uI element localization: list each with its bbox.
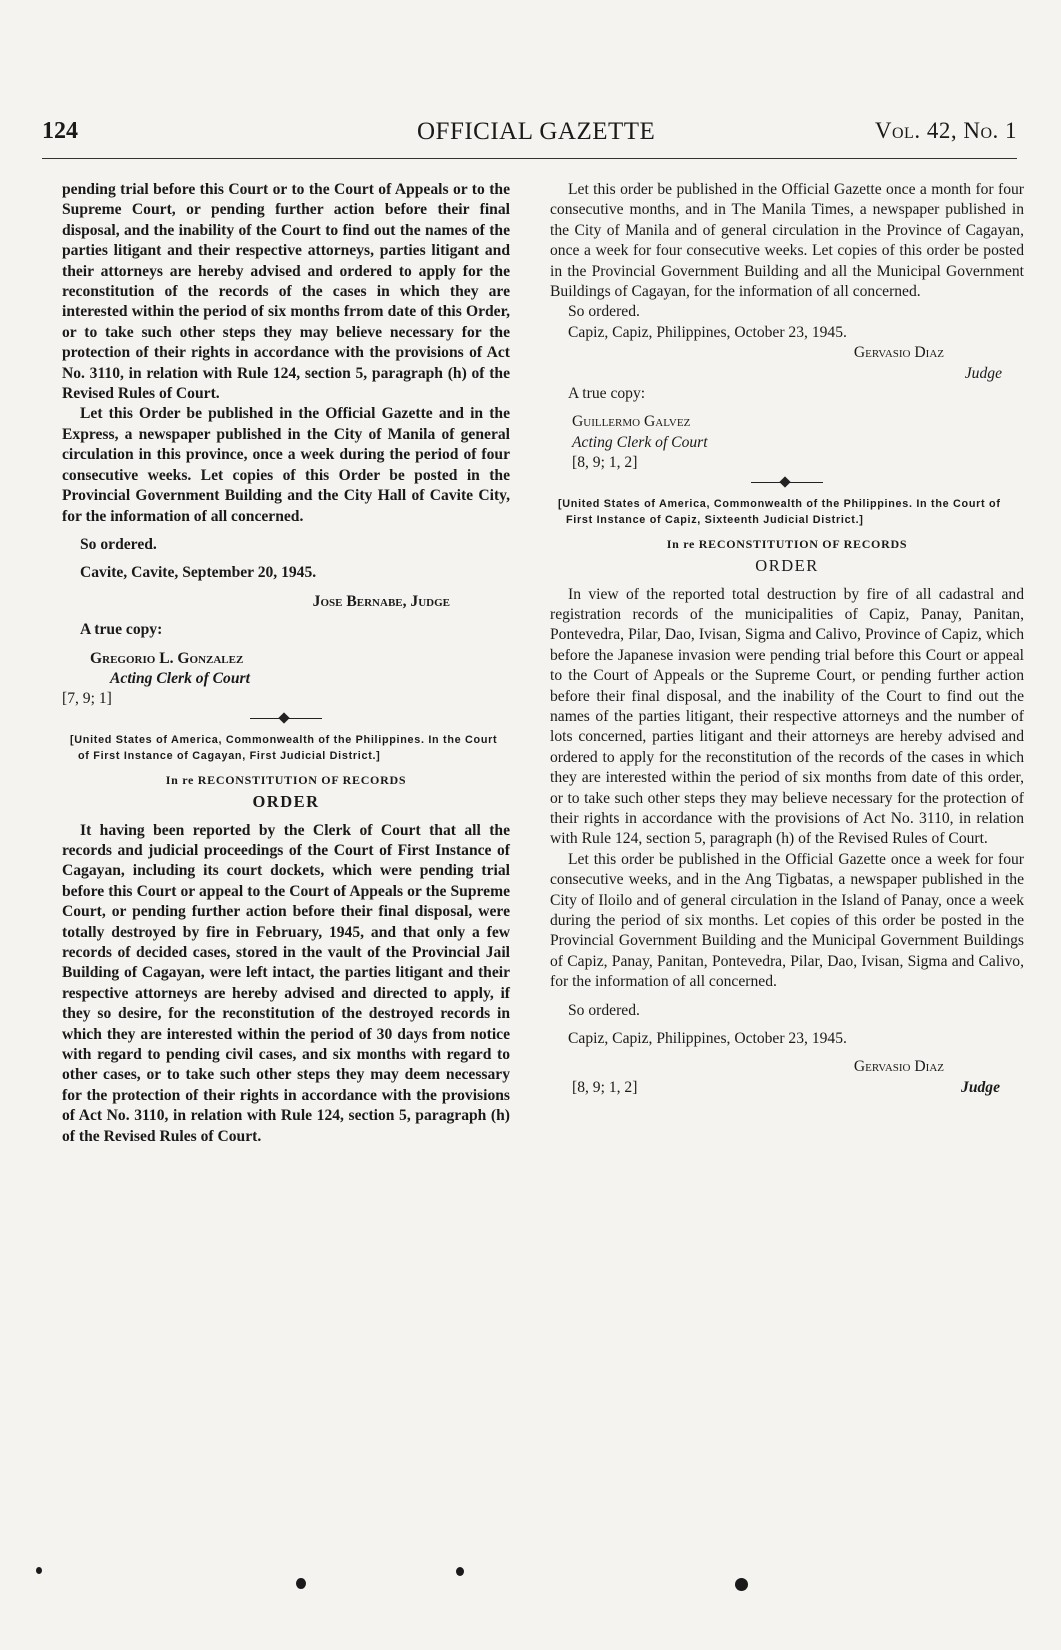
- left-order-heading: ORDER: [252, 792, 320, 812]
- volume-number: Vol. 42, No. 1: [874, 118, 1017, 143]
- right-judge-name: Gervasio Diaz: [853, 344, 944, 362]
- right-case-caption: [United States of America, Commonwealth of the Philippines. In the Court of First Instance of Capiz, Sixteenth Judicial District.]: [558, 497, 1001, 526]
- page-number: 124: [42, 118, 78, 144]
- right-column: [550, 180, 1024, 1100]
- left-column: [62, 180, 510, 1147]
- right-in-re-heading: In re RECONSTITUTION OF RECORDS: [666, 536, 908, 551]
- scan-speck: [296, 1578, 306, 1589]
- section-divider-right: [751, 478, 823, 488]
- left-true-copy: A true copy:: [80, 621, 163, 639]
- left-paragraph-1: pending trial before this Court or to the Court of Appeals or to the Supreme Court, or pending further action before their final disposal, and the inability of the Court to find out the names of the parties litigant and their respective attorneys, parties litigant and their attorneys are hereby advised and ordered to apply for the reconstitution of the records of the cases in which they are interested within the period of six months frrom date of this Order, or to take such other steps they may believe necessary for the protection of their rights in accordance with the provisions of Act No. 3110, in relation with Rule 124, section 5, paragraph (h) of the Revised Rules of Court.: [62, 181, 510, 403]
- left-reference: [7, 9; 1]: [62, 690, 112, 708]
- right-clerk-name: Guillermo Galvez: [572, 413, 691, 431]
- left-judge-signature: Jose Bernabe, Judge: [312, 592, 450, 610]
- right-judge-name-2: Gervasio Diaz: [853, 1058, 944, 1076]
- right-paragraph-2: In view of the reported total destruction by fire of all cadastral and registration records of the municipalities of Capiz, Panay, Panitan, Pontevedra, Pilar, Dao, Ivisan, Sigma and Calivo, Province of Capiz, which before the Japanese invasion were pending trial before this Court or appeal to the Court of Appeals or the Supreme Court, or pending further action before their final disposal, and the inability of the Court to find out the names of the parties litigant, their respective attorneys and the number of lots concerned, parties litigant and their attorneys are hereby advised and ordered to apply for the reconstitution of the records of the cases in which they are interested within the period of six months from date of this order, or to take such other steps they may believe necessary for the protection of their rights in accordance with the provisions of Act No. 3110, in relation with Rule 124, section 5, paragraph (h) of the Revised Rules of Court.: [550, 585, 1024, 848]
- left-paragraph-2: Let this Order be published in the Official Gazette and in the Express, a newspaper published in the City of Manila of general circulation in this province, once a week during the period of four consecutive weeks. Let copies of this Order be posted in the Provincial Government Building and the City Hall of Cavite City, for the information of all concerned.: [62, 405, 510, 525]
- right-paragraph-1: Let this order be published in the Official Gazette once a month for four consecutive months, and in The Manila Times, a newspaper published in the City of Manila and of general circulation in the Province of Cagayan, once a week for four consecutive weeks. Let copies of this order be posted in the Provincial Government Building and all the Municipal Government Buildings of Cagayan, for the information of all concerned.: [550, 181, 1024, 301]
- right-so-ordered: So ordered.: [568, 303, 640, 321]
- right-date-line-2: Capiz, Capiz, Philippines, October 23, 1945.: [568, 1030, 847, 1048]
- right-date-line: Capiz, Capiz, Philippines, October 23, 1945.: [568, 323, 847, 341]
- right-judge-title: Judge: [964, 364, 1002, 382]
- gazette-title: OFFICIAL GAZETTE: [417, 118, 656, 145]
- left-clerk-name: Gregorio L. Gonzalez: [90, 649, 244, 667]
- right-order-heading: ORDER: [755, 556, 819, 576]
- scan-speck: [735, 1578, 748, 1591]
- left-in-re-heading: In re RECONSTITUTION OF RECORDS: [165, 772, 407, 787]
- scan-speck: [456, 1567, 464, 1576]
- left-paragraph-3: It having been reported by the Clerk of Court that all the records and judicial proceedings of the Court of First Instance of Cagayan, including its court dockets, which were pending trial before this Court or appeal to the Court of Appeals or the Supreme Court, or pending further action before their final disposal, were totally destroyed by fire in February, 1945, and that only a few records of decided cases, stored in the vault of the Provincial Jail Building of Cagayan, were left intact, the parties litigant and their respective attorneys are hereby advised and directed to apply, if they so desire, for the reconstitution of the destroyed records in which they are interested within the period of 30 days from notice with regard to pending civil cases, and six months with regard to other cases, or to take such other steps they may deem necessary for the protection of their rights in accordance with the provisions of Act No. 3110, in relation with Rule 124, section 5, paragraph (h) of the Revised Rules of Court.: [62, 821, 510, 1145]
- right-reference: [8, 9; 1, 2]: [572, 454, 638, 472]
- right-true-copy: A true copy:: [568, 385, 646, 403]
- right-so-ordered-2: So ordered.: [568, 1001, 640, 1019]
- page-header: [42, 118, 1017, 158]
- scan-speck: [36, 1567, 42, 1574]
- header-rule: [42, 158, 1017, 159]
- right-reference-2: [8, 9; 1, 2]: [572, 1078, 638, 1096]
- section-divider: [250, 714, 322, 724]
- right-clerk-title: Acting Clerk of Court: [572, 433, 708, 451]
- right-judge-title-2: Judge: [961, 1078, 1000, 1096]
- left-date-line: Cavite, Cavite, September 20, 1945.: [80, 564, 317, 582]
- left-so-ordered: So ordered.: [80, 535, 157, 553]
- left-case-caption: [United States of America, Commonwealth of the Philippines. In the Court of First Instance of Cagayan, First Judicial District.]: [70, 733, 498, 762]
- left-clerk-title: Acting Clerk of Court: [110, 669, 250, 687]
- right-final-line: [550, 1078, 1024, 1100]
- right-paragraph-3: Let this order be published in the Official Gazette once a week for four consecutive weeks, and in the Ang Tigbatas, a newspaper published in the City of Iloilo and of general circulation in the Island of Panay, once a week during the period of six months. Let copies of this order be posted in the Provincial Government Building and the Municipal Government Buildings of Capiz, Panay, Panitan, Pontevedra, Pilar, Dao, Ivisan, Sigma and Calivo, for the information of all concerned.: [550, 850, 1024, 991]
